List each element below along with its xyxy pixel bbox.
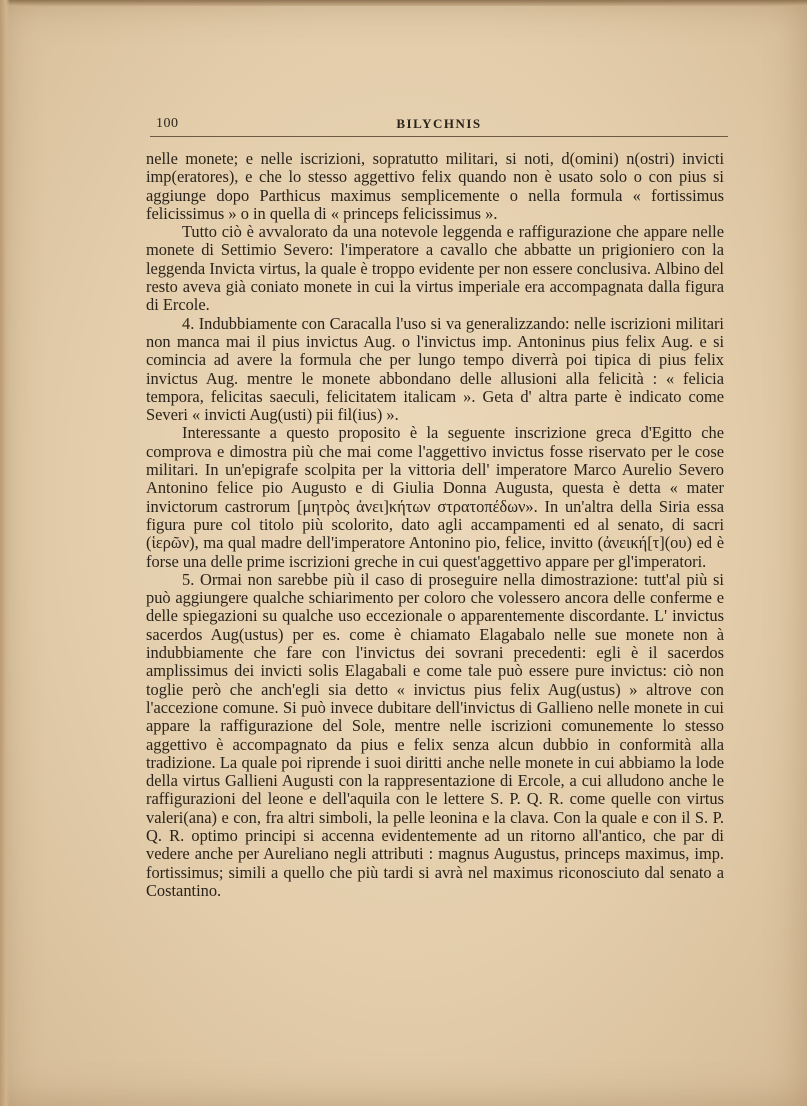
paragraph-section-4: 4. Indubbiamente con Caracalla l'uso si va generalizzando: nelle iscrizioni militari non manca mai il pius invictus Aug. o l'invictus imp. Antoninus pius felix Aug. e si comincia ad avere la formula che per lungo tempo diverrà poi tipica di pius felix invictus Aug. mentre le monete abbondano delle allusioni alla felicità : « felicia tempora, felicitas saeculi, felicitatem italicam ». Geta d' altra parte è indicato come Severi « invicti Aug(usti) pii fil(ius) ». (146, 313, 724, 425)
running-title: BILYCHNIS (396, 116, 482, 131)
paragraph-greek-inscription: Interessante a questo proposito è la seguente inscrizione greca d'Egitto che comprova e dimostra più che mai come l'aggettivo invictus fosse riservato per le cose militari. In un'epigrafe scolpita per la vittoria dell' imperatore Marco Aurelio Severo Antonino felice pio Augusto e di Giulia Donna Augusta, questa è detta « mater invictorum castrorum [μητρὸς ἀνει]κήτων στρατοπέδων». In un'altra della Siria essa figura pure col titolo più scolorito, dato agli accampamenti ed al senato, di sacri (ἱερῶν), ma qual madre dell'imperatore Antonino pio, felice, invitto (ἀνεική[τ](ου) ed è forse una delle prime iscrizioni greche in cui quest'aggettivo appare per gl'imperatori. (146, 423, 724, 571)
paragraph-section-5: 5. Ormai non sarebbe più il caso di proseguire nella dimostrazione: tutt'al più si può aggiungere qualche schiarimento per coloro che volessero ancora delle conferme e delle spiegazioni su qualche uso eccezionale o apparentemente discordante. L' invictus sacerdos Aug(ustus) per es. come è chiamato Elagabalo nelle sue monete non à indubbiamente che fare con l'invictus dei sovrani precedenti: egli è il sacerdos amplissimus dei invicti solis Elagabali e come tale può essere pure invictus: ciò non toglie però che anch'egli sia detto « invictus pius felix Aug(ustus) » altrove con l'accezione comune. Si può invece dubitare dell'invictus di Gallieno nelle monete in cui appare la raffigurazione del Sole, mentre nelle iscrizioni comunemente lo stesso aggettivo è accompagnato da pius e felix senza alcun dubbio in conformità alla tradizione. La quale poi riprende i suoi diritti anche nelle monete in cui abbiamo la lode della virtus Gallieni Augusti con la rappresentazione di Ercole, a cui alludono anche le raffigurazioni del leone e dell'aquila con le lettere S. P. Q. R. come quelle con virtus valeri(ana) e con, fra altri simboli, la pelle leonina e la clava. Con la quale e con il S. P. Q. R. optimo principi si accenna evidentemente ad un ritorno all'antico, che par di vedere anche per Aureliano negli attributi : magnus Augustus, princeps maximus, imp. fortissimus; simili a quello che più tardi si avrà nel maximus riconosciuto dal senato a Costantino. (146, 569, 724, 900)
paragraph-continuation: nelle monete; e nelle iscrizioni, sopratutto militari, si noti, d(omini) n(ostri) invicti imp(eratores), e che lo stesso aggettivo felix quando non è usato solo o con pius si aggiunge dopo Parthicus maximus semplicemente o nella formula « fortissimus felicissimus » o in quella di « princeps felicissimus ». (146, 149, 724, 223)
running-header (150, 114, 728, 137)
body-text (146, 150, 724, 900)
page-number: 100 (156, 116, 179, 131)
page-left-edge (0, 0, 10, 1106)
paragraph-settimio-severo: Tutto ciò è avvalorato da una notevole leggenda e raffigurazione che appare nelle monete di Settimio Severo: l'imperatore a cavallo che abbatte un prigioniero con la leggenda Invicta virtus, la quale è troppo evidente per non essere conclusiva. Albino del resto aveva già coniato monete in cui la virtus imperiale era accompagnata dalla figura di Ercole. (146, 222, 724, 315)
page-top-edge (0, 0, 807, 6)
